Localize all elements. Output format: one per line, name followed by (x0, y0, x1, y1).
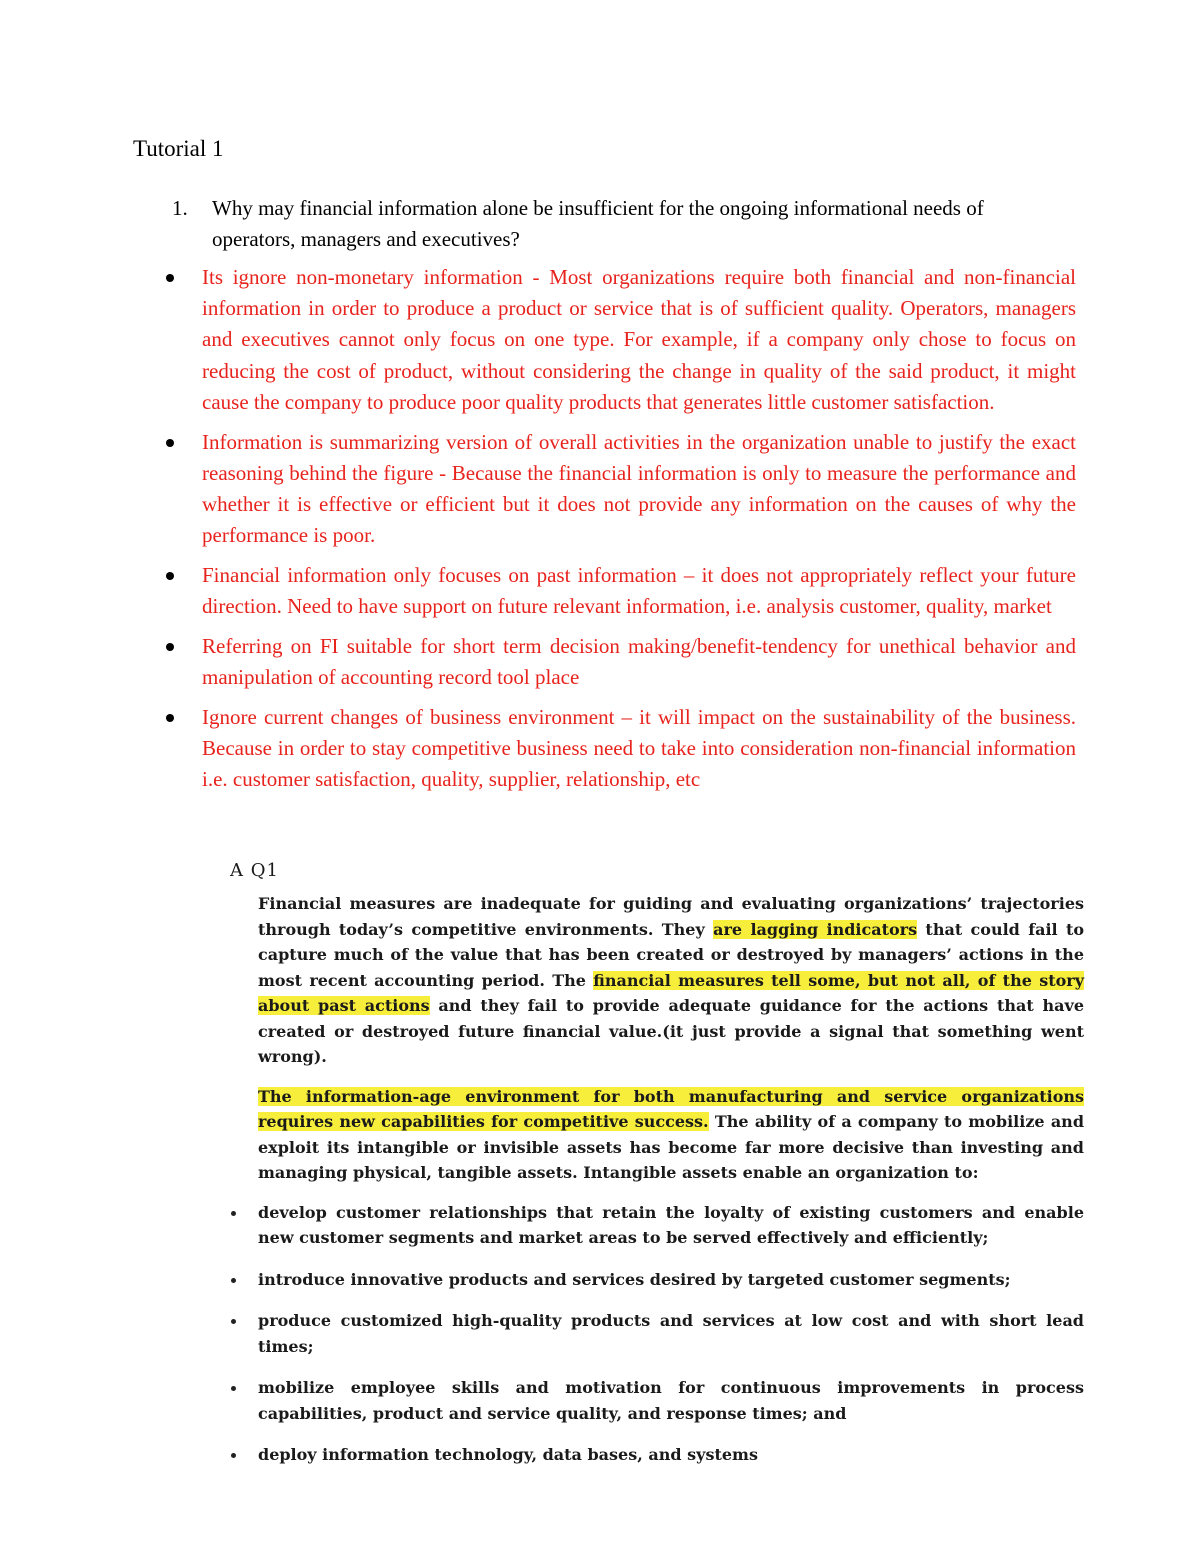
excerpt-text: Financial measures are inadequate for guiding and evaluating organizations’ trajectories through today’s competitive environments. They (258, 894, 1084, 939)
answer-text: Its ignore non-monetary information - Most organizations require both financial and non-financial information in order to produce a product or service that is of sufficient quality. Operators, managers and executives cannot only focus on one type. For example, if a company only chose to focus on reducing the cost of product, without considering the change in quality of the said product, it might cause the company to produce poor quality products that generates little customer satisfaction. (202, 265, 1076, 414)
excerpt-bullet-list (226, 1200, 1084, 1468)
page-title: Tutorial 1 (133, 136, 224, 161)
bullet-icon (166, 643, 174, 651)
scanned-excerpt (226, 860, 1084, 1484)
highlighted-text: financial measures tell some, but not all, of the story about past actions (258, 970, 1084, 1015)
excerpt-bullet-item (226, 1200, 1084, 1251)
excerpt-bullet-text: introduce innovative products and services desired by targeted customer segments; (258, 1269, 1011, 1289)
excerpt-bullet-item (226, 1308, 1084, 1359)
excerpt-text: The ability of a company to mobilize and exploit its intangible or invisible assets has become far more decisive than investing and managing physical, tangible assets. Intangible assets enable an organization to: (258, 1112, 1085, 1182)
excerpt-heading: A Q1 (230, 860, 279, 881)
highlighted-text: The information-age environment for both manufacturing and service organizations requires new capabilities for competitive success. (258, 1086, 1084, 1131)
bullet-icon (166, 714, 174, 722)
bullet-icon (231, 1453, 236, 1458)
excerpt-bullet-text: mobilize employee skills and motivation for continuous improvements in process capabilities, product and service quality, and response times; and (258, 1378, 1084, 1423)
answer-text: Ignore current changes of business environment – it will impact on the sustainability of the business. Because in order to stay competitive business need to take into consideration non-financial information i.e. customer satisfaction, quality, supplier, relationship, etc (202, 704, 1076, 792)
answer-item (158, 702, 1076, 796)
answer-list (158, 262, 1076, 804)
excerpt-bullet-text: deploy information technology, data bases, and systems (258, 1445, 758, 1464)
question-1 (172, 193, 1072, 255)
bullet-icon (231, 1386, 236, 1391)
excerpt-text: that could fail to capture much of the value that has been created or destroyed by managers’ actions in the most recent accounting period. The (258, 919, 1085, 990)
excerpt-paragraph (258, 1084, 1084, 1186)
bullet-icon (166, 439, 174, 447)
answer-item (158, 560, 1076, 622)
bullet-icon (166, 572, 174, 580)
excerpt-bullet-text: produce customized high-quality products and services at low cost and with short lead times; (258, 1311, 1084, 1356)
excerpt-paragraph (258, 891, 1084, 1070)
answer-item (158, 427, 1076, 552)
excerpt-bullet-text: develop customer relationships that retain the loyalty of existing customers and enable new customer segments and market areas to be served effectively and efficiently; (258, 1202, 1084, 1247)
bullet-icon (231, 1319, 236, 1324)
excerpt-bullet-item (226, 1267, 1084, 1293)
answer-item (158, 631, 1076, 693)
question-number: 1. (172, 196, 188, 220)
bullet-icon (166, 274, 174, 282)
bullet-icon (231, 1278, 236, 1283)
question-text: Why may financial information alone be insufficient for the ongoing informational needs of operators, managers and executives? (212, 196, 984, 251)
answer-item (158, 262, 1076, 418)
answer-text: Information is summarizing version of overall activities in the organization unable to justify the exact reasoning behind the figure - Because the financial information is only to measure the performance and whether it is effective or efficient but it does not provide any information on the causes of why the performance is poor. (202, 429, 1076, 548)
bullet-icon (231, 1211, 236, 1216)
answer-text: Referring on FI suitable for short term decision making/benefit-tendency for unethical behavior and manipulation of accounting record tool place (202, 633, 1076, 689)
excerpt-bullet-item (226, 1375, 1084, 1426)
excerpt-bullet-item (226, 1442, 1084, 1468)
excerpt-text: and they fail to provide adequate guidance for the actions that have created or destroyed future financial value.(it just provide a signal that something went wrong). (258, 996, 1085, 1066)
answer-text: Financial information only focuses on past information – it does not appropriately reflect your future direction. Need to have support on future relevant information, i.e. analysis customer, quality, market (202, 562, 1076, 619)
highlighted-text: are lagging indicators (713, 919, 918, 939)
